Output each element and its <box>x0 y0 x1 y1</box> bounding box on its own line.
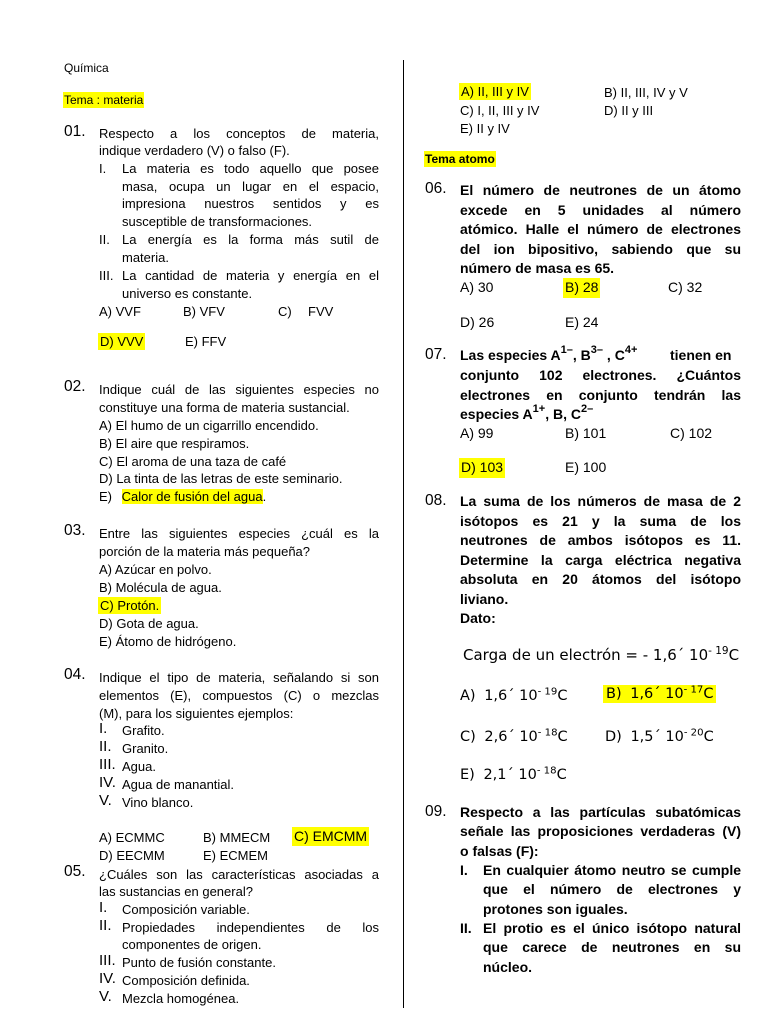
item-text-line: Propiedades independientes de los <box>122 920 379 935</box>
subject-title: Química <box>64 61 109 75</box>
option-unit: C <box>703 686 714 702</box>
question-number: 09. <box>425 803 447 820</box>
question-text-line: conjunto 102 electrones. ¿Cuántos <box>460 367 741 383</box>
item-text-line: La cantidad de materia y energía en el <box>122 268 379 283</box>
option-c: C) 102 <box>670 425 713 441</box>
option-exponent: - 20 <box>683 727 704 739</box>
roman-numeral: I. <box>99 161 107 176</box>
question-text-line: Entre las siguientes especies ¿cuál es la <box>99 526 379 541</box>
option-e: E) 100 <box>565 459 607 475</box>
option-e <box>99 488 266 505</box>
question-text-line: número de masa es 65. <box>460 260 615 276</box>
option-c-answer: C) EMCMM <box>294 828 368 844</box>
option-unit: C <box>703 729 714 745</box>
question-text-line: porción de la materia más pequeña? <box>99 544 311 559</box>
option-d <box>605 729 714 745</box>
option-e: E) ECMEM <box>203 848 268 863</box>
option-d-answer: D) 103 <box>459 458 505 478</box>
option-b: B) II, III, IV y V <box>604 85 688 100</box>
question-text-line: Respecto a las partículas subatómicas <box>460 804 741 820</box>
species-text: , B, C <box>545 406 581 422</box>
option-e: E) 24 <box>565 314 599 330</box>
charge-superscript: 2– <box>580 403 594 415</box>
question-number: 08. <box>425 492 447 509</box>
option-e: E) FFV <box>185 334 227 349</box>
charge-superscript: 1– <box>560 344 573 356</box>
item-text-line: protones son iguales. <box>483 901 628 917</box>
item-text-line: núcleo. <box>483 959 533 975</box>
question-text-line: (M), para los siguientes ejemplos: <box>99 706 294 721</box>
roman-numeral: II. <box>99 917 112 934</box>
item-text-line: componentes de origen. <box>122 937 262 952</box>
option-d: D) La tinta de las letras de este seminario. <box>99 471 343 486</box>
option-e: E) Átomo de hidrógeno. <box>99 634 237 649</box>
option-c: C) I, II, III y IV <box>460 103 540 118</box>
dato-label: Dato: <box>460 610 496 626</box>
option-value: 2,1´ 10 <box>483 767 537 783</box>
option-value: 1,6´ 10 <box>630 686 684 702</box>
option-letter: E) <box>460 767 475 783</box>
question-text-line: Indique el tipo de materia, señalando si son <box>99 670 379 685</box>
roman-numeral: I. <box>460 862 468 878</box>
question-number: 02. <box>64 378 86 395</box>
option-unit: C <box>557 688 568 704</box>
option-a: A) El humo de un cigarrillo encendido. <box>99 418 319 433</box>
question-text-line: las sustancias en general? <box>99 884 253 899</box>
option-a: A) 30 <box>460 279 494 295</box>
option-a: A) ECMMC <box>99 830 165 845</box>
option-a: A) 99 <box>460 425 494 441</box>
option-c <box>460 729 568 745</box>
item-text-line: materia. <box>122 250 169 265</box>
question-number: 01. <box>64 123 86 140</box>
question-number: 07. <box>425 346 447 363</box>
question-text-line: atómico. Halle el número de electrones <box>460 221 741 237</box>
question-text-line: isótopos es 21 y la suma de los <box>460 513 741 529</box>
option-value: 1,5´ 10 <box>630 729 684 745</box>
option-exponent: - 19 <box>537 686 558 698</box>
item-text-line: Composición variable. <box>122 902 250 917</box>
roman-numeral: III. <box>99 952 116 969</box>
question-text-line-end: tienen en <box>670 347 732 363</box>
charge-superscript: 1+ <box>532 403 546 415</box>
question-text-line: constituye una forma de materia sustancial. <box>99 400 350 415</box>
option-exponent: - 18 <box>536 765 557 777</box>
option-c-value: FVV <box>308 304 334 319</box>
item-text: Grafito. <box>122 723 165 738</box>
item-text-line: El protio es el único isótopo natural <box>483 920 741 936</box>
item-text-line: Punto de fusión constante. <box>122 955 276 970</box>
question-text-line: liviano. <box>460 591 509 607</box>
item-text-line: La energía es la forma más sutil de <box>122 232 379 247</box>
topic-heading-atomo: Tema atomo <box>425 152 495 166</box>
question-number: 06. <box>425 180 447 197</box>
option-b: B) El aire que respiramos. <box>99 436 250 451</box>
question-text-line: absoluta en 20 átomos del isótopo <box>460 571 741 587</box>
question-text-line: Indique cuál de las siguientes especies no <box>99 382 379 397</box>
electron-charge-formula <box>463 646 739 664</box>
option-unit: C <box>557 729 568 745</box>
option-letter: D) <box>605 729 622 745</box>
option-c: C) El aroma de una taza de café <box>99 454 287 469</box>
topic-heading-materia: Tema : materia <box>64 93 144 107</box>
option-value: 1,6´ 10 <box>484 688 538 704</box>
option-d-answer: D) VVV <box>100 334 144 349</box>
species-text: Las especies A <box>460 347 561 363</box>
option-b: B) MMECM <box>203 830 271 845</box>
option-a: A) VVF <box>99 304 141 319</box>
option-a <box>460 688 567 704</box>
option-d: D) EECMM <box>99 848 165 863</box>
roman-numeral: IV. <box>99 970 116 987</box>
option-letter: A) <box>460 688 476 704</box>
option-e-letter: E) <box>99 489 112 504</box>
question-text-line: La suma de los números de masa de 2 <box>460 493 741 509</box>
roman-numeral: V. <box>99 792 112 809</box>
item-text: Vino blanco. <box>122 795 194 810</box>
roman-numeral: III. <box>99 268 114 283</box>
item-text-line: impresiona nuestros sentidos y es <box>122 196 379 211</box>
question-text-line: Determine la carga eléctrica negativa <box>460 552 741 568</box>
column-divider <box>403 60 404 1008</box>
option-exponent: - 17 <box>683 684 704 696</box>
formula-exponent: - 19 <box>708 645 729 658</box>
question-text-line: Respecto a los conceptos de materia, <box>99 126 379 141</box>
option-value: 2,6´ 10 <box>484 729 538 745</box>
question-number: 05. <box>64 863 86 880</box>
species-text: , B <box>572 347 591 363</box>
item-text-line: En cualquier átomo neutro se cumple <box>483 862 741 878</box>
question-text-line: indique verdadero (V) o falso (F). <box>99 143 290 158</box>
roman-numeral: I. <box>99 720 108 737</box>
option-c: C) 32 <box>668 279 703 295</box>
option-e: E) II y IV <box>460 121 510 136</box>
item-text: Agua. <box>122 759 156 774</box>
question-text-line: El número de neutrones de un átomo <box>460 182 741 198</box>
question-text-line: neutrones de ambos isótopos es 11. <box>460 532 741 548</box>
option-letter: B) <box>606 686 622 702</box>
charge-superscript: 4+ <box>624 344 638 356</box>
option-b-answer <box>603 685 716 703</box>
roman-numeral: II. <box>99 738 112 755</box>
question-text-line: o falsas (F): <box>460 843 539 859</box>
option-e <box>460 767 567 783</box>
question-number: 03. <box>64 522 86 539</box>
option-a-answer: A) II, III y IV <box>461 84 529 99</box>
option-d: D) Gota de agua. <box>99 616 199 631</box>
option-e-answer: Calor de fusión del agua <box>121 489 263 504</box>
item-text-line: Mezcla homogénea. <box>122 991 240 1006</box>
item-text-line: Composición definida. <box>122 973 250 988</box>
roman-numeral: IV. <box>99 774 116 791</box>
option-c: C) <box>278 304 292 319</box>
item-text-line: que el número de electrones y <box>483 881 741 897</box>
item-text-line: La materia es todo aquello que posee <box>122 161 379 176</box>
question-text-line: del ion bipositivo, sabiendo que su <box>460 241 741 257</box>
option-b-answer: B) 28 <box>563 278 600 298</box>
question-text-line: excede en 5 unidades al número <box>460 202 741 218</box>
question-text-line: ¿Cuáles son las características asociadas a <box>99 867 379 882</box>
question-text-line: elementos (E), compuestos (C) o mezclas <box>99 688 379 703</box>
item-text-line: universo es constante. <box>122 286 253 301</box>
option-b: B) VFV <box>183 304 225 319</box>
option-d: D) 26 <box>460 314 495 330</box>
roman-numeral: V. <box>99 988 112 1005</box>
formula-text: Carga de un electrón = - 1,6´ 10 <box>463 646 709 664</box>
option-letter: C) <box>460 729 476 745</box>
question-text-line: señale las proposiciones verdaderas (V) <box>460 823 741 839</box>
roman-numeral: III. <box>99 756 116 773</box>
roman-numeral: II. <box>460 920 472 936</box>
question-text-line: electrones en conjunto tendrán las <box>460 387 741 403</box>
option-unit: C <box>556 767 567 783</box>
item-text-line: que carece de neutrones en su <box>483 939 741 955</box>
option-e-dot: . <box>262 489 267 504</box>
species-text: , C <box>603 347 625 363</box>
formula-unit: C <box>728 646 740 664</box>
option-b: B) 101 <box>565 425 607 441</box>
roman-numeral: I. <box>99 899 108 916</box>
item-text: Agua de manantial. <box>122 777 235 792</box>
option-b: B) Molécula de agua. <box>99 580 222 595</box>
question-text-line <box>460 346 637 368</box>
item-text-line: susceptible de transformaciones. <box>122 214 313 229</box>
charge-superscript: 3– <box>590 344 604 356</box>
option-exponent: - 18 <box>537 727 558 739</box>
question-number: 04. <box>64 666 86 683</box>
option-c-answer: C) Protón. <box>100 598 160 613</box>
option-a: A) Azúcar en polvo. <box>99 562 212 577</box>
roman-numeral: II. <box>99 232 110 247</box>
option-d: D) II y III <box>604 103 654 118</box>
species-text: especies A <box>460 406 533 422</box>
item-text-line: masa, ocupa un lugar en el espacio, <box>122 179 379 194</box>
item-text: Granito. <box>122 741 169 756</box>
